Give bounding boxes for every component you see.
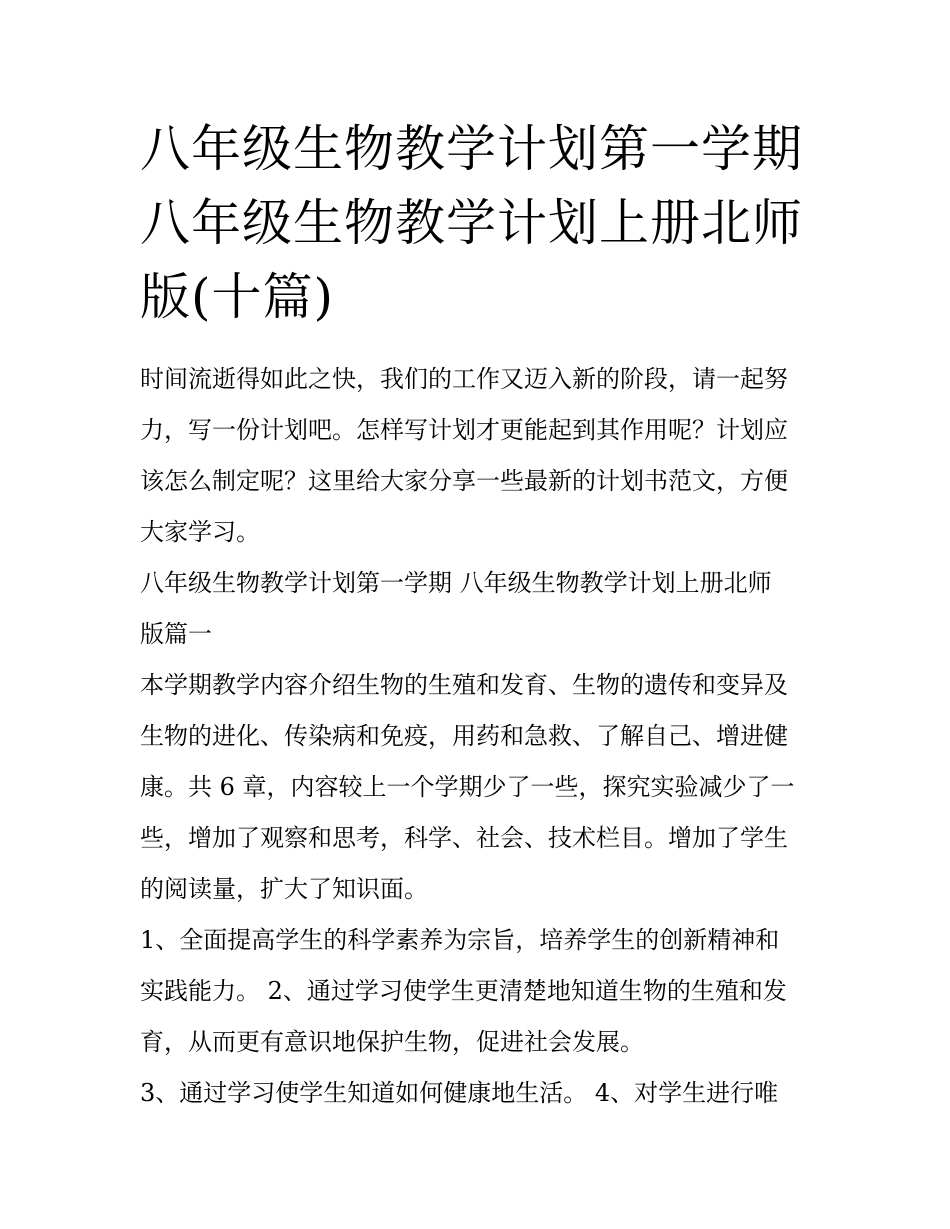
title-line-3: 版(十篇): [140, 268, 335, 326]
title-line-2: 八年级生物教学计划上册北师: [140, 194, 803, 252]
intro-line-1: 时间流逝得如此之快，我们的工作又迈入新的阶段，请一起努: [140, 365, 788, 393]
goals-paragraph: [140, 915, 820, 1068]
section-heading: [140, 558, 820, 660]
goals2-line-1: 3、通过学习使学生知道如何健康地生活。 4、对学生进行唯: [140, 1079, 779, 1107]
document-body: [140, 354, 820, 1119]
intro-paragraph: [140, 354, 820, 558]
goals-line-1: 1、全面提高学生的科学素养为宗旨，培养学生的创新精神和: [140, 926, 780, 954]
content-line-3: 康。共 6 章，内容较上一个学期少了一些，探究实验减少了一: [140, 773, 795, 801]
document-title: [140, 112, 820, 334]
section-heading-line-1: 八年级生物教学计划第一学期 八年级生物教学计划上册北师: [140, 569, 772, 597]
content-line-4: 些，增加了观察和思考，科学、社会、技术栏目。增加了学生: [140, 824, 788, 852]
goals-line-2: 实践能力。 2、通过学习使学生更清楚地知道生物的生殖和发: [140, 977, 787, 1005]
intro-line-2: 力，写一份计划吧。怎样写计划才更能起到其作用呢？计划应: [140, 416, 788, 444]
intro-line-4: 大家学习。: [140, 518, 260, 546]
content-line-5: 的阅读量，扩大了知识面。: [140, 875, 428, 903]
content-line-1: 本学期教学内容介绍生物的生殖和发育、生物的遗传和变异及: [140, 671, 788, 699]
section-heading-line-2: 版篇一: [140, 620, 212, 648]
goals2-paragraph: [140, 1068, 820, 1119]
content-paragraph: [140, 660, 820, 915]
intro-line-3: 该怎么制定呢？这里给大家分享一些最新的计划书范文，方便: [140, 467, 788, 495]
content-line-2: 生物的进化、传染病和免疫，用药和急救、了解自己、增进健: [140, 722, 788, 750]
title-line-1: 八年级生物教学计划第一学期: [140, 120, 803, 178]
goals-line-3: 育，从而更有意识地保护生物，促进社会发展。: [140, 1028, 644, 1056]
